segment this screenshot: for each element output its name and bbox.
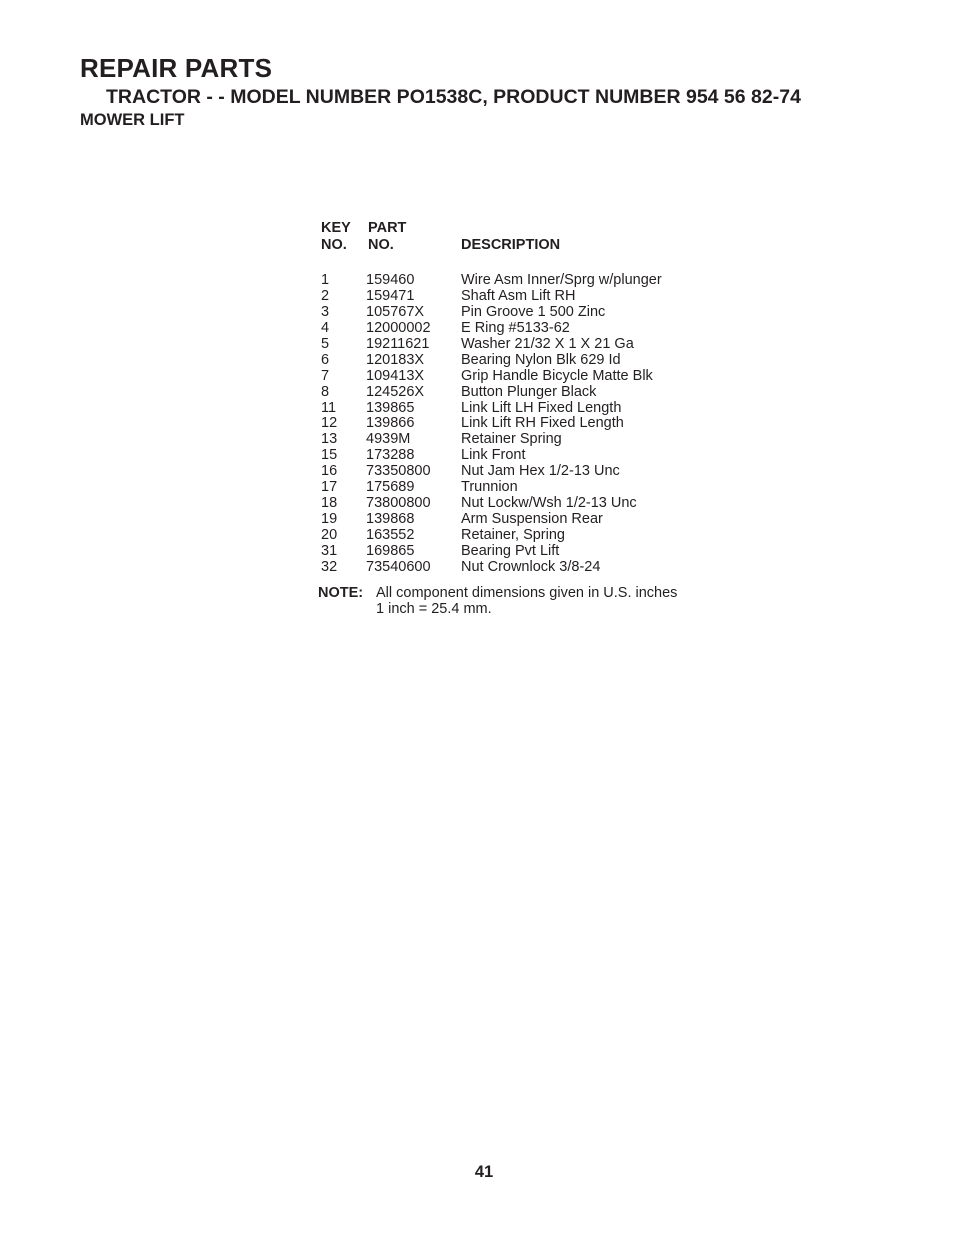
- description-cell: E Ring #5133-62: [461, 319, 570, 336]
- part-number-cell: 139866: [366, 415, 415, 432]
- part-number-cell: 124526X: [366, 383, 425, 400]
- part-header-line2: NO.: [368, 237, 394, 253]
- description-cell: Link Lift RH Fixed Length: [461, 415, 624, 432]
- key-cell: 32: [321, 558, 338, 575]
- description-cell: Shaft Asm Lift RH: [461, 287, 576, 304]
- key-cell: 7: [321, 367, 330, 384]
- key-cell: 11: [321, 399, 337, 416]
- key-header-line2: NO.: [321, 237, 347, 253]
- description-cell: Nut Crownlock 3/8-24: [461, 558, 601, 575]
- description-cell: Bearing Nylon Blk 629 Id: [461, 351, 621, 368]
- part-number-cell: 159460: [366, 272, 415, 288]
- part-number-cell: 175689: [366, 479, 415, 496]
- description-cell: Trunnion: [461, 479, 518, 496]
- description-cell: Link Lift LH Fixed Length: [461, 399, 622, 416]
- key-cell: 31: [321, 542, 338, 559]
- key-header-line1: KEY: [321, 220, 351, 236]
- key-cell: 20: [321, 527, 338, 543]
- section-heading: MOWER LIFT: [80, 111, 185, 129]
- key-cell: 8: [321, 383, 330, 400]
- key-cell: 6: [321, 351, 330, 368]
- part-number-cell: 73540600: [366, 558, 431, 575]
- note-line1: All component dimensions given in U.S. inches: [376, 585, 678, 601]
- part-number-cell: 163552: [366, 527, 415, 543]
- description-cell: Button Plunger Black: [461, 383, 597, 400]
- part-number-cell: 19211621: [366, 335, 430, 352]
- description-cell: Bearing Pvt Lift: [461, 542, 560, 559]
- description-cell: Link Front: [461, 447, 526, 464]
- description-header: DESCRIPTION: [461, 237, 561, 253]
- key-cell: 15: [321, 447, 338, 464]
- part-number-cell: 4939M: [366, 431, 411, 448]
- key-cell: 17: [321, 479, 338, 496]
- description-cell: Pin Groove 1 500 Zinc: [461, 303, 606, 320]
- part-number-cell: 159471: [366, 287, 415, 304]
- key-cell: 5: [321, 335, 330, 352]
- description-cell: Retainer Spring: [461, 431, 562, 448]
- part-number-cell: 139868: [366, 511, 415, 528]
- key-cell: 18: [321, 495, 338, 512]
- note-line2: 1 inch = 25.4 mm.: [376, 600, 492, 617]
- part-number-cell: 12000002: [366, 319, 431, 336]
- key-cell: 13: [321, 431, 338, 448]
- key-cell: 19: [321, 511, 338, 528]
- part-number-cell: 120183X: [366, 351, 425, 368]
- part-number-cell: 105767X: [366, 303, 425, 320]
- description-cell: Nut Jam Hex 1/2-13 Unc: [461, 463, 620, 480]
- part-number-cell: 109413X: [366, 367, 425, 384]
- description-cell: Washer 21/32 X 1 X 21 Ga: [461, 335, 634, 352]
- model-subtitle: TRACTOR - - MODEL NUMBER PO1538C, PRODUCT NUMBER 954 56 82-74: [106, 86, 801, 108]
- description-cell: Arm Suspension Rear: [461, 511, 603, 528]
- description-cell: Grip Handle Bicycle Matte Blk: [461, 367, 653, 384]
- part-number-cell: 173288: [366, 447, 415, 464]
- part-header-line1: PART: [368, 220, 407, 236]
- description-cell: Wire Asm Inner/Sprg w/plunger: [461, 272, 662, 288]
- part-number-cell: 73350800: [366, 463, 431, 480]
- key-cell: 1: [321, 272, 330, 288]
- description-cell: Nut Lockw/Wsh 1/2-13 Unc: [461, 495, 637, 512]
- key-cell: 4: [321, 319, 330, 336]
- description-cell: Retainer, Spring: [461, 527, 565, 543]
- key-cell: 2: [321, 287, 330, 304]
- part-number-cell: 73800800: [366, 495, 431, 512]
- key-cell: 12: [321, 415, 338, 432]
- page-number: 41: [474, 1163, 494, 1181]
- page-title: REPAIR PARTS: [80, 53, 273, 83]
- note-label: NOTE:: [318, 585, 364, 601]
- part-number-cell: 169865: [366, 542, 415, 559]
- part-number-cell: 139865: [366, 399, 415, 416]
- key-cell: 16: [321, 463, 338, 480]
- key-cell: 3: [321, 303, 330, 320]
